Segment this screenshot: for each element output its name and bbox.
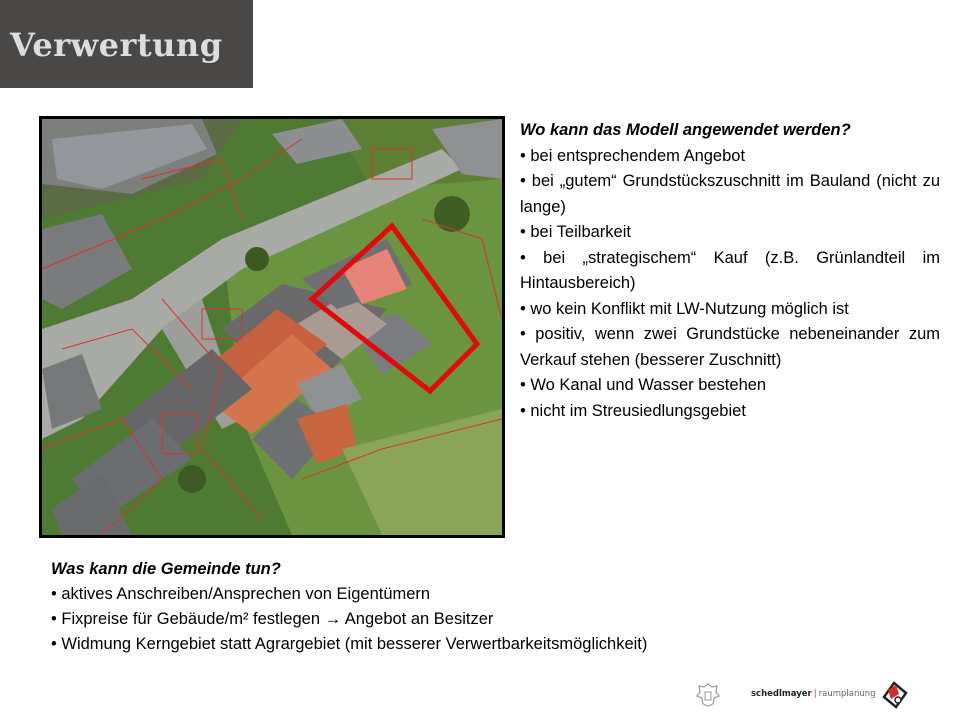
slide-title: Verwertung: [10, 26, 223, 64]
list-item: • Wo Kanal und Wasser bestehen: [520, 373, 940, 399]
list-item: • bei Teilbarkeit: [520, 220, 940, 246]
model-application-heading: Wo kann das Modell angewendet werden?: [520, 121, 851, 139]
list-item: • bei entsprechendem Angebot: [520, 144, 940, 170]
brand-name: schedlmayer: [751, 689, 812, 699]
brand-text: [751, 689, 876, 699]
brand-separator: |: [813, 689, 817, 699]
footer: [693, 680, 923, 710]
title-bar: [0, 0, 253, 88]
list-item: • aktives Anschreiben/Ansprechen von Eigentümern: [51, 582, 871, 607]
model-application-list: [520, 144, 940, 425]
list-item: • bei „gutem“ Grundstückszuschnitt im Bauland (nicht zu lange): [520, 169, 940, 220]
fixed-price-text: Fixpreise für Gebäude/m² festlegen: [61, 610, 321, 628]
municipality-actions-heading: Was kann die Gemeinde tun?: [51, 560, 281, 578]
brand-tagline: raumplanung: [818, 689, 876, 699]
list-item: [51, 607, 871, 632]
list-item: • nicht im Streusiedlungsgebiet: [520, 399, 940, 425]
list-item: • Widmung Kerngebiet statt Agrargebiet (mit besserer Verwertbarkeitsmöglichkeit): [51, 632, 871, 657]
municipality-actions-list: [51, 582, 871, 657]
company-logo-icon: [879, 680, 909, 710]
coat-of-arms-icon: [695, 682, 721, 708]
aerial-photo: [39, 116, 505, 538]
offer-text: Angebot an Besitzer: [344, 610, 494, 628]
model-application-section: [520, 118, 940, 424]
list-item: • positiv, wenn zwei Grundstücke nebeneinander zum Verkauf stehen (besserer Zuschnitt): [520, 322, 940, 373]
list-item: • wo kein Konflikt mit LW-Nutzung möglich ist: [520, 297, 940, 323]
list-item: • bei „strategischem“ Kauf (z.B. Grünlandteil im Hintausbereich): [520, 246, 940, 297]
arrow-right-icon: →: [324, 610, 342, 628]
municipality-actions-section: [51, 557, 871, 657]
